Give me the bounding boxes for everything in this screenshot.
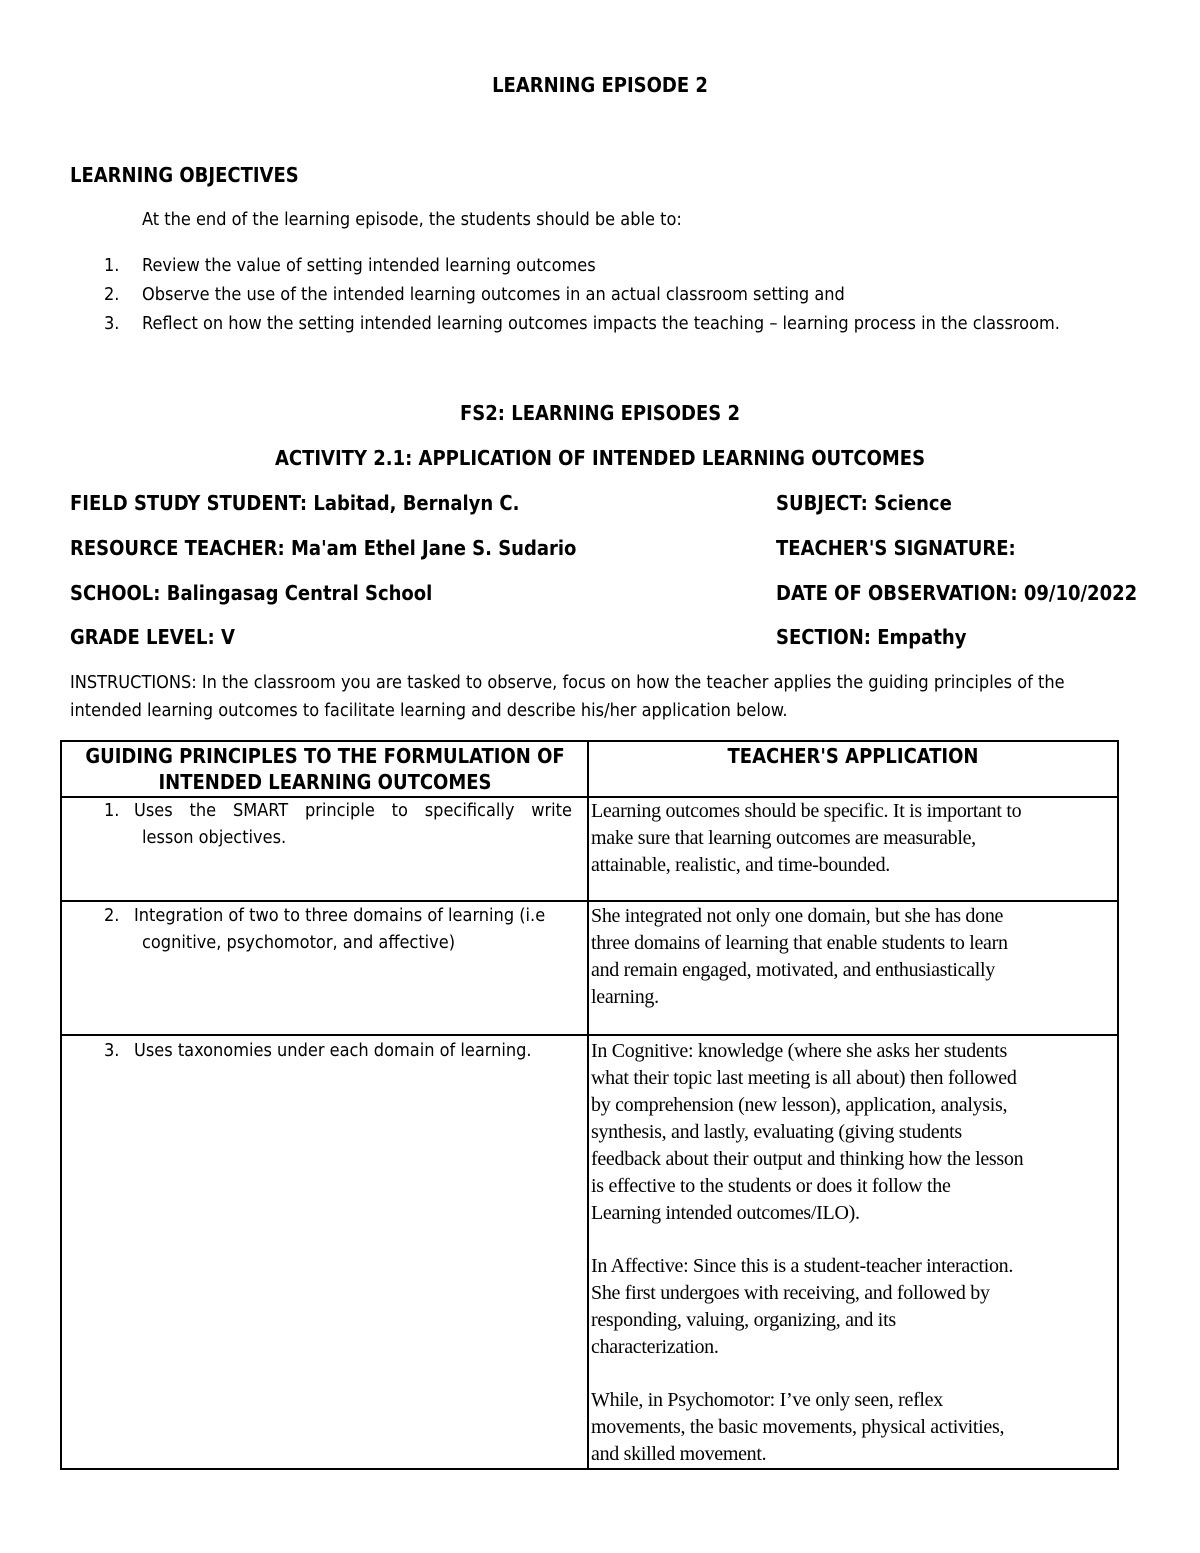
principle-number: 3. bbox=[104, 1040, 120, 1061]
objective-text: Observe the use of the intended learning outcomes in an actual classroom setting and bbox=[142, 284, 845, 305]
application-line: characterization. bbox=[591, 1336, 719, 1358]
table-row-principle bbox=[104, 797, 572, 851]
objective-text: Reflect on how the setting intended learning outcomes impacts the teaching – learning process in the classroom. bbox=[142, 313, 1060, 334]
objective-item bbox=[104, 255, 596, 276]
objectives-intro: At the end of the learning episode, the students should be able to: bbox=[142, 209, 682, 230]
table-border bbox=[60, 1034, 1119, 1036]
application-line: Learning intended outcomes/ILO). bbox=[591, 1202, 860, 1224]
application-line: attainable, realistic, and time-bounded. bbox=[591, 854, 890, 876]
objectives-heading: LEARNING OBJECTIVES bbox=[70, 163, 299, 187]
header-guiding-principles bbox=[64, 743, 586, 795]
school-label: SCHOOL: bbox=[70, 581, 161, 605]
grade-level bbox=[70, 625, 235, 649]
student-value: Labitad, Bernalyn C. bbox=[313, 491, 520, 515]
principle-number: 2. bbox=[104, 905, 120, 926]
application-line: by comprehension (new lesson), application, analysis, bbox=[591, 1094, 1008, 1116]
application-line: and skilled movement. bbox=[591, 1443, 767, 1465]
application-line: feedback about their output and thinking how the lesson bbox=[591, 1148, 1024, 1170]
page-title: LEARNING EPISODE 2 bbox=[492, 73, 708, 97]
fs2-title: FS2: LEARNING EPISODES 2 bbox=[460, 401, 740, 425]
application-line: and remain engaged, motivated, and enthusiastically bbox=[591, 959, 996, 981]
school bbox=[70, 581, 432, 605]
subject-value: Science bbox=[874, 491, 952, 515]
table-border bbox=[60, 740, 62, 1470]
student-label: FIELD STUDY STUDENT: bbox=[70, 491, 308, 515]
teacher-label: RESOURCE TEACHER: bbox=[70, 536, 285, 560]
table-row-application bbox=[591, 903, 1117, 1011]
objective-item bbox=[104, 313, 1060, 334]
header-line: TEACHER'S APPLICATION bbox=[727, 744, 979, 768]
header-teachers-application bbox=[590, 743, 1116, 769]
application-line: make sure that learning outcomes are measurable, bbox=[591, 827, 976, 849]
header-line: GUIDING PRINCIPLES TO THE FORMULATION OF bbox=[85, 744, 565, 768]
field-study-student bbox=[70, 491, 519, 515]
school-value: Balingasag Central School bbox=[166, 581, 433, 605]
section-value: Empathy bbox=[877, 625, 967, 649]
resource-teacher bbox=[70, 536, 576, 560]
section bbox=[776, 625, 966, 649]
application-line: synthesis, and lastly, evaluating (giving students bbox=[591, 1121, 962, 1143]
application-line: In Cognitive: knowledge (where she asks her students bbox=[591, 1040, 1007, 1062]
paragraph-gap bbox=[591, 1227, 1117, 1253]
table-row-application bbox=[591, 1038, 1117, 1468]
table-border bbox=[60, 740, 1119, 742]
objective-number: 2. bbox=[104, 284, 120, 305]
principle-line: cognitive, psychomotor, and affective) bbox=[142, 932, 456, 953]
table-border bbox=[1117, 740, 1119, 1470]
principle-text: Integration of two to three domains of learning (i.e bbox=[134, 905, 546, 926]
application-line: Learning outcomes should be specific. It is important to bbox=[591, 800, 1022, 822]
signature-label: TEACHER'S SIGNATURE: bbox=[776, 536, 1016, 560]
application-line: responding, valuing, organizing, and its bbox=[591, 1309, 896, 1331]
table-border bbox=[587, 740, 589, 1470]
principles-table bbox=[60, 740, 1119, 1470]
application-line: what their topic last meeting is all about) then followed bbox=[591, 1067, 1017, 1089]
application-line: learning. bbox=[591, 986, 659, 1008]
table-border bbox=[60, 1468, 1119, 1470]
subject-label: SUBJECT: bbox=[776, 491, 868, 515]
application-line: While, in Psychomotor: I’ve only seen, reflex bbox=[591, 1389, 943, 1411]
date-value: 09/10/2022 bbox=[1023, 581, 1138, 605]
teacher-signature bbox=[776, 536, 1016, 560]
objective-item bbox=[104, 284, 845, 305]
paragraph-gap bbox=[591, 1361, 1117, 1387]
principle-line: lesson objectives. bbox=[142, 827, 287, 848]
grade-label: GRADE LEVEL: bbox=[70, 625, 215, 649]
section-label: SECTION: bbox=[776, 625, 871, 649]
teacher-value: Ma'am Ethel Jane S. Sudario bbox=[291, 536, 577, 560]
application-line: In Affective: Since this is a student-teacher interaction. bbox=[591, 1255, 1014, 1277]
date-of-observation bbox=[776, 581, 1137, 605]
instructions: INSTRUCTIONS: In the classroom you are tasked to observe, focus on how the teacher applies the guiding principles of the intended learning outcomes to facilitate learning and describe his/her application below. bbox=[70, 672, 1065, 721]
application-line: movements, the basic movements, physical activities, bbox=[591, 1416, 1005, 1438]
table-row-application bbox=[591, 798, 1117, 879]
principle-line bbox=[104, 1037, 576, 1064]
application-line: is effective to the students or does it follow the bbox=[591, 1175, 951, 1197]
header-line: INTENDED LEARNING OUTCOMES bbox=[158, 770, 492, 794]
principle-number: 1. bbox=[104, 800, 120, 821]
objective-number: 1. bbox=[104, 255, 120, 276]
principle-line bbox=[104, 797, 572, 824]
principle-text: Uses taxonomies under each domain of learning. bbox=[134, 1040, 532, 1061]
subject bbox=[776, 491, 952, 515]
table-row-principle bbox=[104, 1037, 576, 1064]
application-line: She integrated not only one domain, but she has done bbox=[591, 905, 1004, 927]
objective-number: 3. bbox=[104, 313, 120, 334]
grade-value: V bbox=[220, 625, 235, 649]
principle-text: Uses the SMART principle to specifically write bbox=[134, 800, 572, 821]
principle-line bbox=[104, 902, 576, 929]
application-line: She first undergoes with receiving, and followed by bbox=[591, 1282, 990, 1304]
application-line: three domains of learning that enable students to learn bbox=[591, 932, 1008, 954]
date-label: DATE OF OBSERVATION: bbox=[776, 581, 1018, 605]
table-row-principle bbox=[104, 902, 576, 956]
objective-text: Review the value of setting intended learning outcomes bbox=[142, 255, 596, 276]
activity-title: ACTIVITY 2.1: APPLICATION OF INTENDED LEARNING OUTCOMES bbox=[274, 446, 926, 470]
